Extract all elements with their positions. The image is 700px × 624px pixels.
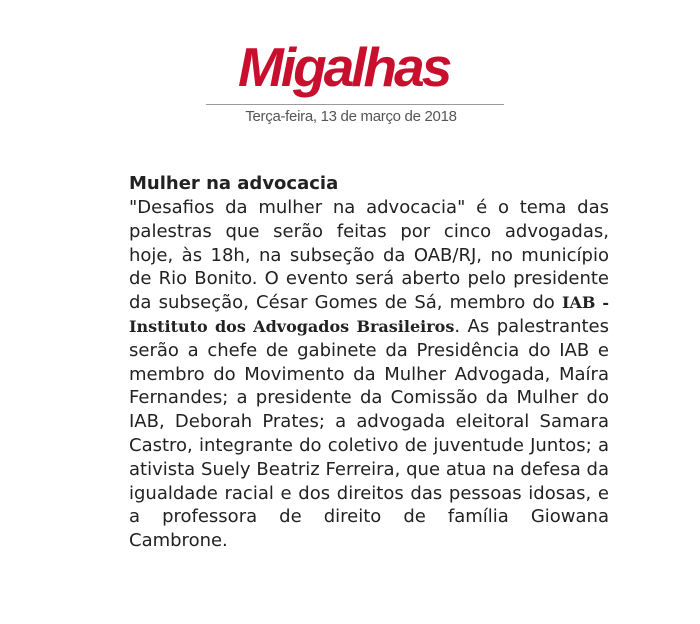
article-body (129, 196, 609, 553)
iab-link[interactable]: IAB - Instituto dos Advogados Brasileiros (129, 293, 609, 336)
logo-text: Migalhas (238, 36, 450, 98)
article (129, 172, 609, 553)
masthead-date: Terça-feira, 13 de março de 2018 (245, 108, 457, 125)
masthead-divider (206, 104, 504, 105)
article-body-part1: "Desafios da mulher na advocacia" é o tema das palestras que serão feitas por cinco advogadas, hoje, às 18h, na subseção da OAB/RJ, no município de Rio Bonito. O evento será aberto pelo presidente da subseção, César Gomes de Sá, membro do (129, 197, 609, 314)
migalhas-logo[interactable] (238, 32, 478, 102)
article-body-part2: . As palestrantes serão a chefe de gabinete da Presidência do IAB e membro do Movimento da Mulher Advogada, Maíra Fernandes; a presidente da Comissão da Mulher do IAB, Deborah Prates; a advogada eleitoral Samara Castro, integrante do coletivo de juventude Juntos; a ativista Suely Beatriz Ferreira, que atua na defesa da igualdade racial e dos direitos das pessoas idosas, e a professora de direito de família Giowana Cambrone. (129, 315, 610, 552)
article-title: Mulher na advocacia (129, 173, 339, 194)
masthead (190, 24, 512, 142)
